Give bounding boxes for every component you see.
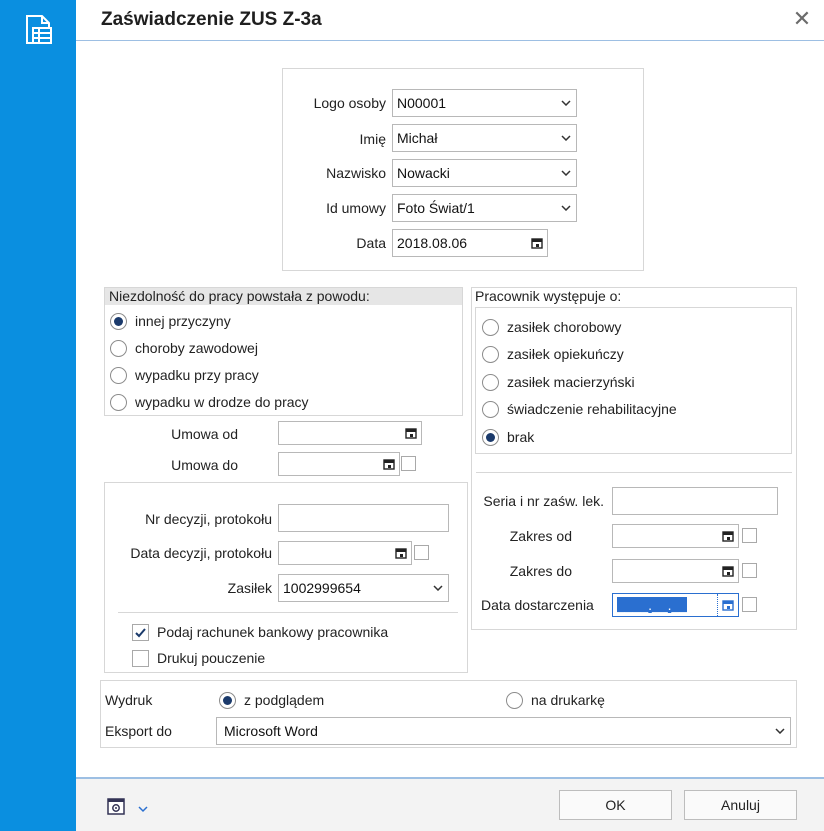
chevron-down-icon: [556, 90, 576, 116]
wydruk-label: Wydruk: [105, 692, 153, 708]
radio-button[interactable]: [219, 692, 236, 709]
radio-button[interactable]: [110, 394, 127, 411]
umowa-do-field[interactable]: [278, 452, 400, 476]
eksport-value: Microsoft Word: [224, 723, 318, 739]
umowa-id-label: Id umowy: [326, 200, 386, 216]
chevron-down-icon: [556, 160, 576, 186]
checkbox-label: Podaj rachunek bankowy pracownika: [157, 624, 389, 640]
seria-label: Seria i nr zaśw. lek.: [483, 493, 604, 509]
chevron-down-icon: [428, 575, 448, 601]
zakres-do-field[interactable]: [612, 559, 739, 583]
close-icon[interactable]: ✕: [792, 6, 812, 31]
data-dostarczenia-checkbox[interactable]: [742, 597, 757, 612]
checkbox[interactable]: [132, 624, 149, 641]
podaj-rachunek-option[interactable]: [132, 623, 388, 641]
radio-button[interactable]: [110, 367, 127, 384]
radio-label: brak: [507, 429, 535, 445]
data-label: Data: [356, 235, 386, 251]
calendar-icon[interactable]: [379, 453, 399, 475]
settings-icon[interactable]: [106, 796, 126, 816]
calendar-icon[interactable]: [717, 594, 738, 616]
calendar-icon[interactable]: [391, 542, 411, 564]
niezdolnosc-title: Niezdolność do pracy powstała z powodu:: [105, 288, 462, 305]
calendar-icon[interactable]: [401, 422, 421, 444]
umowa-od-label: Umowa od: [171, 426, 238, 442]
niezdolnosc-option[interactable]: [110, 366, 259, 384]
umowa-id-value: Foto Świat/1: [397, 200, 475, 216]
radio-label: na drukarkę: [531, 692, 605, 708]
niezdolnosc-option[interactable]: [110, 312, 231, 330]
umowa-id-select[interactable]: [392, 194, 577, 222]
zakres-do-checkbox[interactable]: [742, 563, 757, 578]
seria-input[interactable]: [612, 487, 778, 515]
radio-label: wypadku w drodze do pracy: [135, 394, 309, 410]
imie-label: Imię: [359, 131, 386, 147]
niezdolnosc-option[interactable]: [110, 339, 258, 357]
radio-button[interactable]: [110, 340, 127, 357]
umowa-do-label: Umowa do: [171, 457, 238, 473]
umowa-do-checkbox[interactable]: [401, 456, 416, 471]
umowa-od-field[interactable]: [278, 421, 422, 445]
logo-select[interactable]: [392, 89, 577, 117]
radio-label: zasiłek chorobowy: [507, 319, 622, 335]
chevron-down-icon[interactable]: [137, 800, 149, 810]
radio-button[interactable]: [506, 692, 523, 709]
app-sidebar: [0, 0, 76, 831]
radio-button[interactable]: [482, 429, 499, 446]
data-decyzji-field[interactable]: [278, 541, 412, 565]
data-decyzji-label: Data decyzji, protokołu: [130, 545, 272, 561]
chevron-down-icon: [770, 718, 790, 744]
calendar-icon[interactable]: [527, 230, 547, 256]
data-dostarczenia-label: Data dostarczenia: [481, 597, 594, 613]
radio-label: wypadku przy pracy: [135, 367, 259, 383]
radio-button[interactable]: [482, 401, 499, 418]
radio-button[interactable]: [482, 346, 499, 363]
data-dostarczenia-value: ____.__.__: [617, 597, 688, 613]
radio-label: zasiłek macierzyński: [507, 374, 635, 390]
zasilek-select[interactable]: [278, 574, 449, 602]
zasilek-label: Zasiłek: [227, 580, 272, 596]
eksport-label: Eksport do: [105, 723, 172, 739]
data-dostarczenia-field[interactable]: [612, 593, 739, 617]
checkbox-label: Drukuj pouczenie: [157, 650, 266, 666]
radio-button[interactable]: [482, 319, 499, 336]
wydruk-preview-option[interactable]: [219, 691, 324, 709]
radio-label: innej przyczyny: [135, 313, 231, 329]
nazwisko-label: Nazwisko: [326, 165, 386, 181]
zakres-do-label: Zakres do: [509, 563, 572, 579]
nr-decyzji-input[interactable]: [278, 504, 449, 532]
niezdolnosc-option[interactable]: [110, 393, 309, 411]
pracownik-option[interactable]: [482, 373, 635, 391]
calendar-icon[interactable]: [718, 525, 738, 547]
data-date-field[interactable]: [392, 229, 548, 257]
radio-label: świadczenie rehabilitacyjne: [507, 401, 677, 417]
wydruk-printer-option[interactable]: [506, 691, 605, 709]
data-dostarczenia-text-area: [617, 597, 717, 613]
pracownik-option[interactable]: [482, 400, 677, 418]
zasilek-value: 1002999654: [283, 580, 361, 596]
logo-value: N00001: [397, 95, 447, 111]
checkbox[interactable]: [132, 650, 149, 667]
nr-decyzji-label: Nr decyzji, protokołu: [145, 511, 272, 527]
pracownik-option[interactable]: [482, 428, 534, 446]
cancel-button[interactable]: Anuluj: [684, 790, 797, 820]
imie-value: Michał: [397, 130, 438, 146]
radio-button[interactable]: [110, 313, 127, 330]
radio-label: z podglądem: [244, 692, 325, 708]
spreadsheet-document-icon: [18, 10, 58, 50]
divider: [118, 612, 458, 613]
divider: [476, 472, 792, 473]
window-title: Zaświadczenie ZUS Z-3a: [101, 9, 322, 30]
zakres-od-field[interactable]: [612, 524, 739, 548]
pracownik-title: Pracownik występuje o:: [475, 288, 622, 304]
drukuj-pouczenie-option[interactable]: [132, 649, 265, 667]
zakres-od-checkbox[interactable]: [742, 528, 757, 543]
calendar-icon[interactable]: [718, 560, 738, 582]
nazwisko-select[interactable]: [392, 159, 577, 187]
chevron-down-icon: [556, 125, 576, 151]
zakres-od-label: Zakres od: [509, 528, 572, 544]
data-value: 2018.08.06: [397, 235, 468, 251]
pracownik-option[interactable]: [482, 345, 624, 363]
nazwisko-value: Nowacki: [397, 165, 450, 181]
pracownik-option[interactable]: [482, 318, 621, 336]
logo-label: Logo osoby: [313, 95, 386, 111]
eksport-select[interactable]: [216, 717, 791, 745]
imie-select[interactable]: [392, 124, 577, 152]
chevron-down-icon: [556, 195, 576, 221]
radio-label: zasiłek opiekuńczy: [507, 346, 624, 362]
data-decyzji-checkbox[interactable]: [414, 545, 429, 560]
radio-label: choroby zawodowej: [135, 340, 258, 356]
ok-button[interactable]: OK: [559, 790, 672, 820]
radio-button[interactable]: [482, 374, 499, 391]
